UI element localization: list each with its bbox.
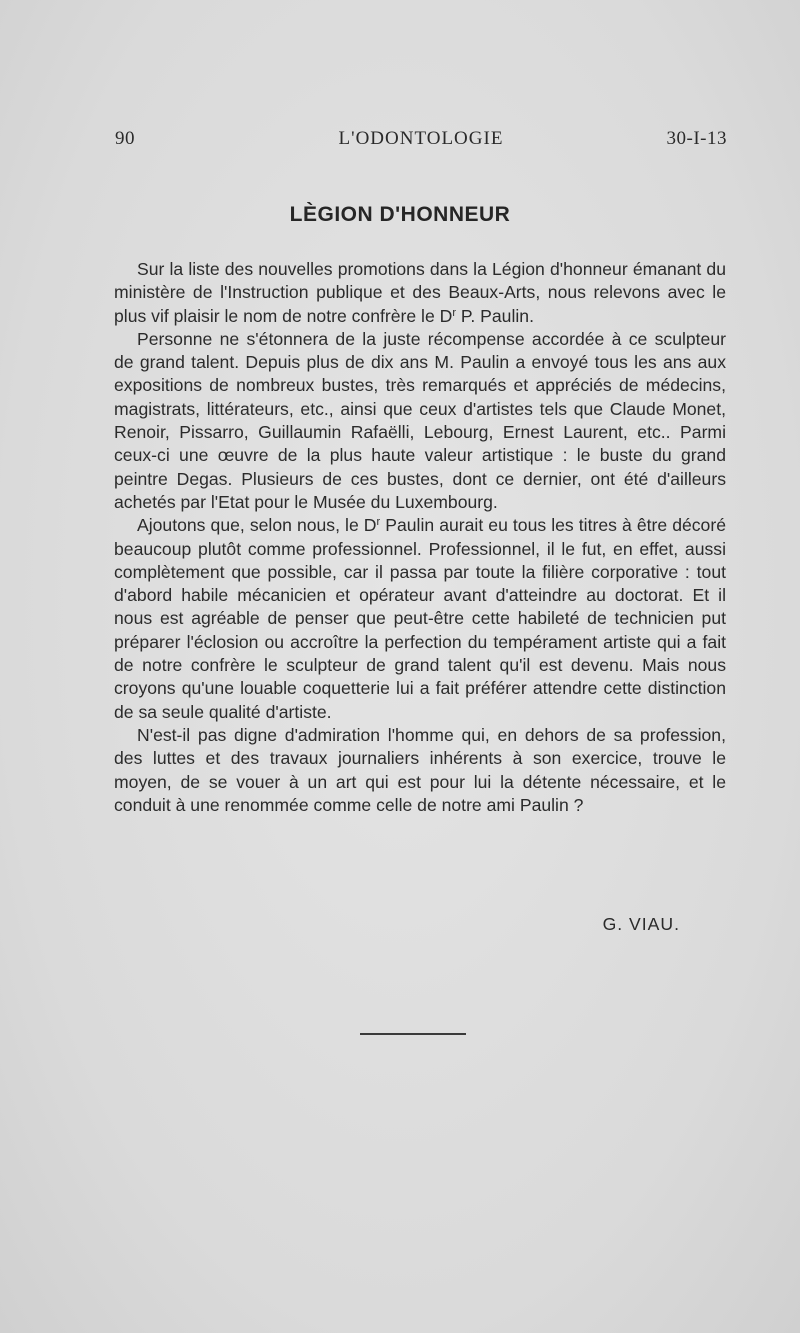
paragraph-3-text-a: Ajoutons que, selon nous, le D [137,515,377,536]
issue-date: 30-I-13 [666,128,727,149]
running-header [115,128,727,158]
end-rule [360,1033,466,1035]
paragraph-1-text-b: P. Paulin. [456,305,534,326]
article-body [114,258,726,817]
paragraph-1-superscript: r [452,306,457,319]
paragraph-1 [114,258,726,328]
paragraph-3-text-b: Paulin aurait eu tous les titres à être décoré beaucoup plutôt comme professionnel. Professionnel, il le fut, en effet, aussi complètement que possible, car il passa par toute la filière corporative : tout d'abord habile mécanicien et opérateur avant d'atteindre au doctorat. Et il nous est agréable de penser que peut-être cette habileté de technicien put préparer l'éclosion ou accroître la perfection du tempérament artiste qui a fait de notre confrère le sculpteur de grand talent qu'il est devenu. Mais nous croyons qu'une louable coquetterie lui a fait préférer attendre cette distinction de sa seule qualité d'artiste. [114,515,726,722]
journal-title: L'ODONTOLOGIE [338,128,504,149]
paragraph-2: Personne ne s'étonnera de la juste récompense accordée à ce sculpteur de grand talent. Depuis plus de dix ans M. Paulin a envoyé tous les ans aux expositions de nombreux bustes, très remarqués et appréciés de médecins, magistrats, littérateurs, etc., ainsi que ceux d'artistes tels que Claude Monet, Renoir, Pissarro, Guillaumin Rafaëlli, Lebourg, Ernest Laurent, etc.. Parmi ceux-ci une œuvre de la plus haute valeur artistique : le buste du grand peintre Degas. Plusieurs de ces bustes, dont ce dernier, ont été d'ailleurs achetés par l'Etat pour le Musée du Luxembourg. [114,328,726,512]
article-title: LÈGION D'HONNEUR [289,203,511,226]
page-number: 90 [115,128,135,149]
paragraph-1-text-a: Sur la liste des nouvelles promotions dans la Légion d'honneur émanant du ministère de l'Instruction publique et des Beaux-Arts, nous relevons avec le plus vif plaisir le nom de notre confrère le D [114,259,726,326]
paragraph-3-superscript: r [376,516,381,529]
author-signature: G. VIAU. [602,914,680,934]
paragraph-3 [114,514,726,724]
paragraph-4: N'est-il pas digne d'admiration l'homme qui, en dehors de sa profession, des luttes et des travaux journaliers inhérents à son exercice, trouve le moyen, de se vouer à un art qui est pour lui la détente nécessaire, et le conduit à une renommée comme celle de notre ami Paulin ? [114,724,726,815]
